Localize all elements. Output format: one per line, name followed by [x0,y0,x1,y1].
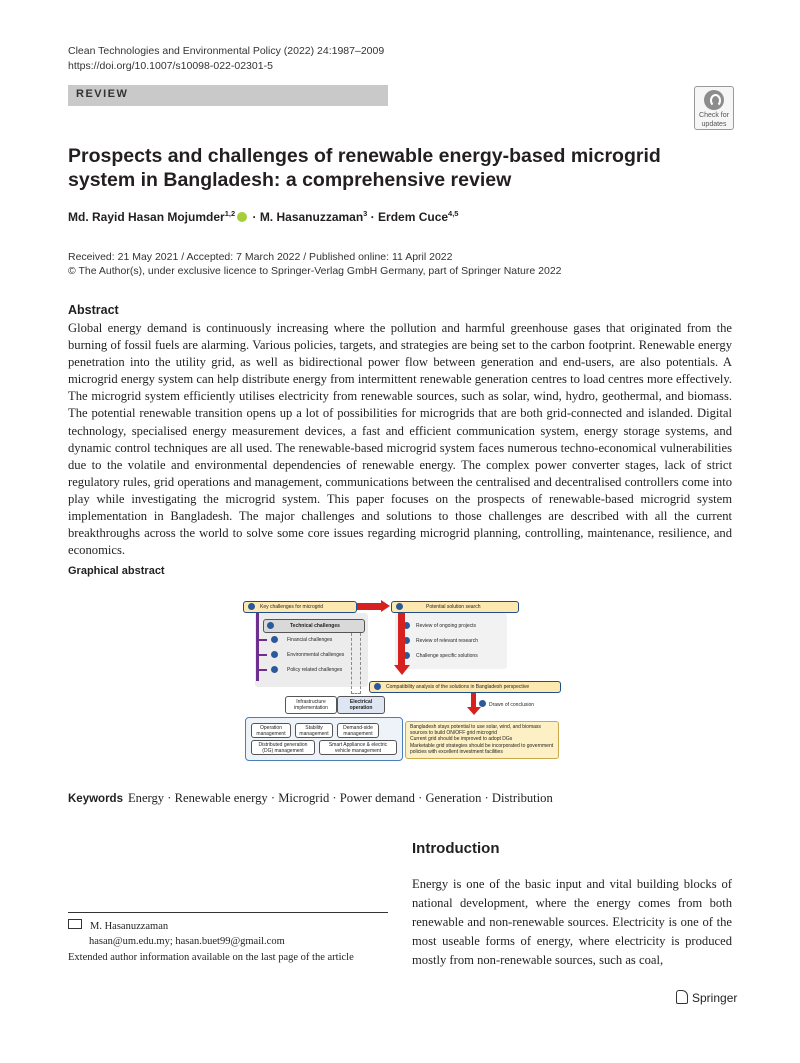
drawn-conclusion-label: Drawn of conclusion [489,702,535,708]
section-label-bar [68,85,388,106]
arrow-right [357,603,381,610]
infrastructure-box [285,696,337,714]
author-name[interactable]: M. Hasanuzzaman [259,210,364,224]
smart-appliance-label: Smart Appliance & electric vehicle management [328,742,388,754]
flag-icon [479,700,486,707]
infrastructure-label: Infrastructure implementation [294,699,328,711]
keywords-line [68,791,553,806]
footnote-divider [68,912,388,913]
author-affiliation: 4,5 [448,209,459,218]
publication-dates: Received: 21 May 2021 / Accepted: 7 March 2022 / Published online: 11 April 2022 [68,251,453,263]
demand-mgmt-label: Demand-side management [343,725,373,737]
publisher-name: Springer [692,991,738,1005]
warning-icon [248,603,255,610]
conclusion-item: Marketable grid strategies should be incorporated to government policies with excellent investment facilities [410,743,554,755]
abstract-heading: Abstract [68,303,119,317]
challenge-specific-label: Challenge specific solutions [416,653,478,659]
demand-mgmt-box [337,723,379,738]
stability-mgmt-box [295,723,333,738]
bracket-tick [259,654,267,656]
conclusion-box [405,721,559,759]
bookmark-icon [704,90,724,110]
gear-icon [267,622,274,629]
dg-mgmt-box [251,740,315,755]
orcid-icon[interactable] [237,212,247,222]
abstract-text: Global energy demand is continuously increasing where the pollution and harmful greenhouse gases that originated from the burning of fossil fuels are alarming. Various policies, targets, and strategies are being set to the carbon footprint. Renewable energy penetration into the utility grid, as well as bidirectional power flow between generation and end-users, are also potentials. A microgrid energy system can help distribute energy from intermittent renewable generation centres to load centres more effectively. The microgrid system efficiently utilises electricity from renewable sources, such as solar, wind, hydro, geothermal, and biomass. The potential renewable transition opens up a lot of possibilities for microgrids that are both grid-connected and islanded. Digital technology, specialised energy measurement devices, a fast and efficient communication system, energy storage systems, and dynamic control techniques are all used. The renewable-based microgrid system faces numerous techno-economical vulnerabilities due to the volatile and environmental dependencies of renewable energy. The complex power converter stages, lack of strict regulatory rules, grid operations and management, communications between the centralised and decentralised controllers come into play while investigating the microgrid system. This paper focuses on the prospects of renewable-based microgrid system implementation in Bangladesh. The major challenges and solutions to those challenges are described with all the current breakthroughs across the world to solve some core issues regarding microgrid planning, controlling, maintenance, resilience, and economics. [68,321,732,558]
envelope-icon [68,919,82,929]
compatibility-bar [369,681,561,693]
policy-label: Policy related challenges [287,667,343,673]
arrow-head-down-2 [467,707,481,715]
author-affiliation: 3 [363,209,368,218]
potential-solution-label: Potential solution search [426,604,481,610]
financial-label: Financial challenges [287,637,333,643]
introduction-text: Energy is one of the basic input and vital building blocks of national development, where the energy comes from both renewable and non-renewable sources. Electricity is one of the most useable forms of energy, where electricity is produced mostly from non-renewable sources, such as coal, [412,877,732,967]
electrical-box [337,696,385,714]
electrical-label: Electrical operation [349,699,373,711]
arrow-head [381,600,390,612]
technical-challenges-box [263,619,365,633]
corresponding-author-footnote [68,919,285,949]
author-list: Md. Rayid Hasan Mojumder$^{1,2}$ · M. Hasanuzzaman$^3$ · Erdem Cuce$^{4,5}$ [68,209,459,224]
check-icon [374,683,381,690]
keywords-text: Energy · Renewable energy · Microgrid · Power demand · Generation · Distribution [127,791,553,805]
graphical-abstract-figure [243,599,560,762]
journal-citation: Clean Technologies and Environmental Policy (2022) 24:1987–2009 [68,45,385,57]
badge-line2: updates [701,121,727,128]
author-name[interactable]: Md. Rayid Hasan Mojumder [68,210,225,224]
environmental-label: Environmental challenges [287,652,345,658]
badge-line1: Check for [699,112,729,119]
conclusion-item: Current grid should be improved to adopt DGs [410,736,513,742]
paper-title: Prospects and challenges of renewable energy-based microgrid system in Bangladesh: a comprehensive review [68,145,661,191]
keywords-label: Keywords [68,793,123,805]
footnote-name: M. Hasanuzzaman [90,921,169,932]
policy-icon [271,666,278,673]
money-icon [271,636,278,643]
section-label: REVIEW [76,88,129,100]
smart-appliance-box [319,740,397,755]
bracket-tick [259,639,267,641]
bracket-tick [259,669,267,671]
extended-info-note: Extended author information available on the last page of the article [68,952,354,963]
copyright-line: © The Author(s), under exclusive licence to Springer-Verlag GmbH Germany, part of Springer Nature 2022 [68,265,562,277]
author-affiliation: 1,2 [224,209,236,218]
arrow-down [398,613,405,665]
review-ongoing-label: Review of ongoing projects [416,623,477,629]
footnote-emails[interactable]: hasan@um.edu.my; hasan.buet99@gmail.com [89,936,285,947]
potential-solution-bar [391,601,519,613]
doi-link[interactable]: https://doi.org/10.1007/s10098-022-02301-5 [68,60,273,72]
key-challenges-label: Key challenges for microgrid [260,604,324,610]
stability-mgmt-label: Stability management [299,725,329,737]
review-relevant-label: Review of relevant research [416,638,478,644]
compatibility-label: Compatibility analysis of the solutions in Bangladesh perspective [386,684,530,690]
dashed-connector [351,633,361,694]
operation-mgmt-box [251,723,291,738]
search-icon [396,603,403,610]
key-challenges-bar [243,601,357,613]
check-for-updates-badge[interactable] [694,86,734,130]
introduction-heading: Introduction [412,840,500,857]
graphical-abstract-heading: Graphical abstract [68,565,165,577]
conclusion-item: Bangladesh stays potential to use solar, wind, and biomass sources to build ON/OFF grid microgrid [410,724,541,736]
arrow-head-down [394,665,410,675]
operation-mgmt-label: Operation management [256,725,286,737]
technical-label: Technical challenges [290,623,340,629]
leaf-icon [271,651,278,658]
author-name[interactable]: Erdem Cuce [378,210,449,224]
dg-mgmt-label: Distributed generation (DG) management [258,742,308,754]
springer-horse-icon [676,990,688,1004]
publisher-logo [676,990,737,1005]
